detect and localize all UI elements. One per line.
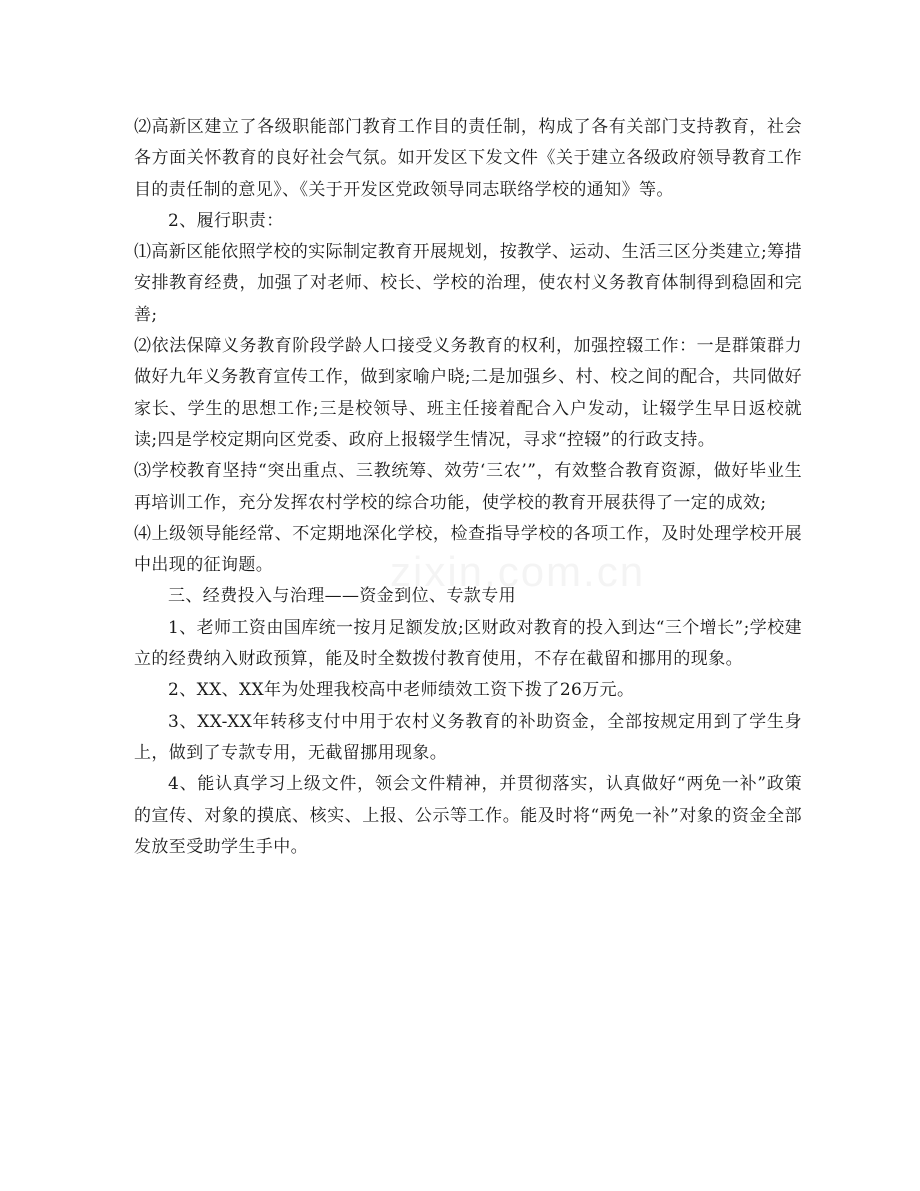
section-heading-3: 三、经费投入与治理——资金到位、专款专用 [168, 586, 516, 607]
paragraph-7: 1、老师工资由国库统一按月足额发放;区财政对教育的投入到达“三个增长”;学校建立的经费纳入财政预算，能及时全数拨付教育使用，不存在截留和挪用的现象。 [134, 617, 802, 670]
paragraph-8: 2、XX、XX年为处理我校高中老师绩效工资下拨了26万元。 [168, 680, 635, 701]
paragraph-10: 4、能认真学习上级文件，领会文件精神，并贯彻落实，认真做好“两免一补”政策的宣传、对象的摸底、核实、上报、公示等工作。能及时将“两免一补”对象的资金全部发放至受助学生手中。 [134, 774, 802, 857]
paragraph-3: ⑴高新区能依照学校的实际制定教育开展规划，按教学、运动、生活三区分类建立;筹措安排教育经费，加强了对老师、校长、学校的治理，使农村义务教育体制得到稳固和完善; [134, 242, 802, 325]
document-body [134, 112, 802, 863]
paragraph-4: ⑵依法保障义务教育阶段学龄人口接受义务教育的权利，加强控辍工作：一是群策群力做好九年义务教育宣传工作，做到家喻户晓;二是加强乡、村、校之间的配合，共同做好家长、学生的思想工作;三是校领导、班主任接着配合入户发动，让辍学生早日返校就读;四是学校定期向区党委、政府上报辍学生情况，寻求“控辍”的行政支持。 [134, 336, 802, 450]
watermark-text: zixin.com.cn [390, 548, 646, 595]
paragraph-1: ⑵高新区建立了各级职能部门教育工作目的责任制，构成了各有关部门支持教育，社会各方面关怀教育的良好社会气氛。如开发区下发文件《关于建立各级政府领导教育工作目的责任制的意见》、《关于开发区党政领导同志联络学校的通知》等。 [134, 117, 802, 200]
paragraph-9: 3、XX-XX年转移支付中用于农村义务教育的补助资金，全部按规定用到了学生身上，做到了专款专用，无截留挪用现象。 [134, 711, 802, 763]
paragraph-6: ⑷上级领导能经常、不定期地深化学校，检查指导学校的各项工作，及时处理学校开展中出现的征询题。 [134, 523, 802, 576]
paragraph-5: ⑶学校教育坚持“突出重点、三教统筹、效劳‘三农’”，有效整合教育资源，做好毕业生再培训工作，充分发挥农村学校的综合功能，使学校的教育开展获得了一定的成效; [134, 461, 802, 513]
paragraph-2: 2、履行职责： [168, 210, 284, 231]
